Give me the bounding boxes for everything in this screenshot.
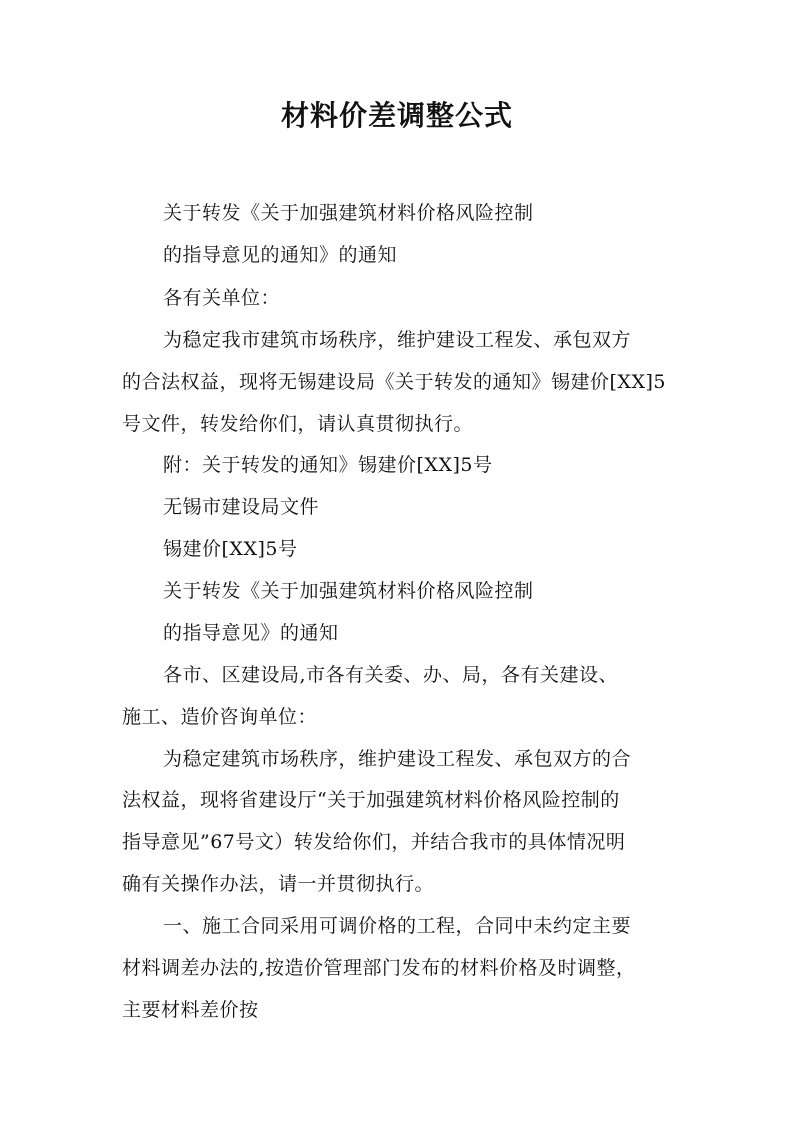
text-line: 附：关于转发的通知》锡建价[XX]5号 bbox=[163, 454, 493, 476]
text-line: 号文件，转发给你们，请认真贯彻执行。 bbox=[122, 413, 474, 435]
text-line: 关于转发《关于加强建筑材料价格风险控制 bbox=[163, 202, 534, 224]
text-line: 确有关操作办法，请一并贯彻执行。 bbox=[122, 873, 435, 895]
text-line: 法权益，现将省建设厅“关于加强建筑材料价格风险控制的 bbox=[122, 789, 620, 811]
text-line: 的合法权益，现将无锡建设局《关于转发的通知》锡建价[XX]5 bbox=[122, 371, 666, 393]
text-line: 为稳定建筑市场秩序，维护建设工程发、承包双方的合 bbox=[163, 748, 632, 770]
text-line: 主要材料差价按 bbox=[122, 999, 259, 1021]
text-line: 材料调差办法的,按造价管理部门发布的材料价格及时调整， bbox=[122, 957, 636, 979]
document-title: 材料价差调整公式 bbox=[280, 99, 513, 132]
text-line: 锡建价[XX]5号 bbox=[163, 538, 298, 560]
text-line: 的指导意见》的通知 bbox=[163, 622, 339, 644]
text-line: 各市、区建设局,市各有关委、办、局，各有关建设、 bbox=[163, 664, 619, 686]
text-line: 各有关单位： bbox=[163, 287, 281, 309]
text-line: 关于转发《关于加强建筑材料价格风险控制 bbox=[163, 580, 534, 602]
text-line: 无锡市建设局文件 bbox=[163, 496, 320, 518]
text-line: 为稳定我市建筑市场秩序，维护建设工程发、承包双方 bbox=[163, 329, 632, 351]
text-line: 指导意见”67号文）转发给你们，并结合我市的具体情况明 bbox=[122, 831, 626, 853]
text-line: 施工、造价咨询单位： bbox=[122, 706, 318, 728]
text-line: 的指导意见的通知》的通知 bbox=[163, 244, 398, 266]
text-line: 一、施工合同采用可调价格的工程，合同中未约定主要 bbox=[163, 915, 632, 937]
